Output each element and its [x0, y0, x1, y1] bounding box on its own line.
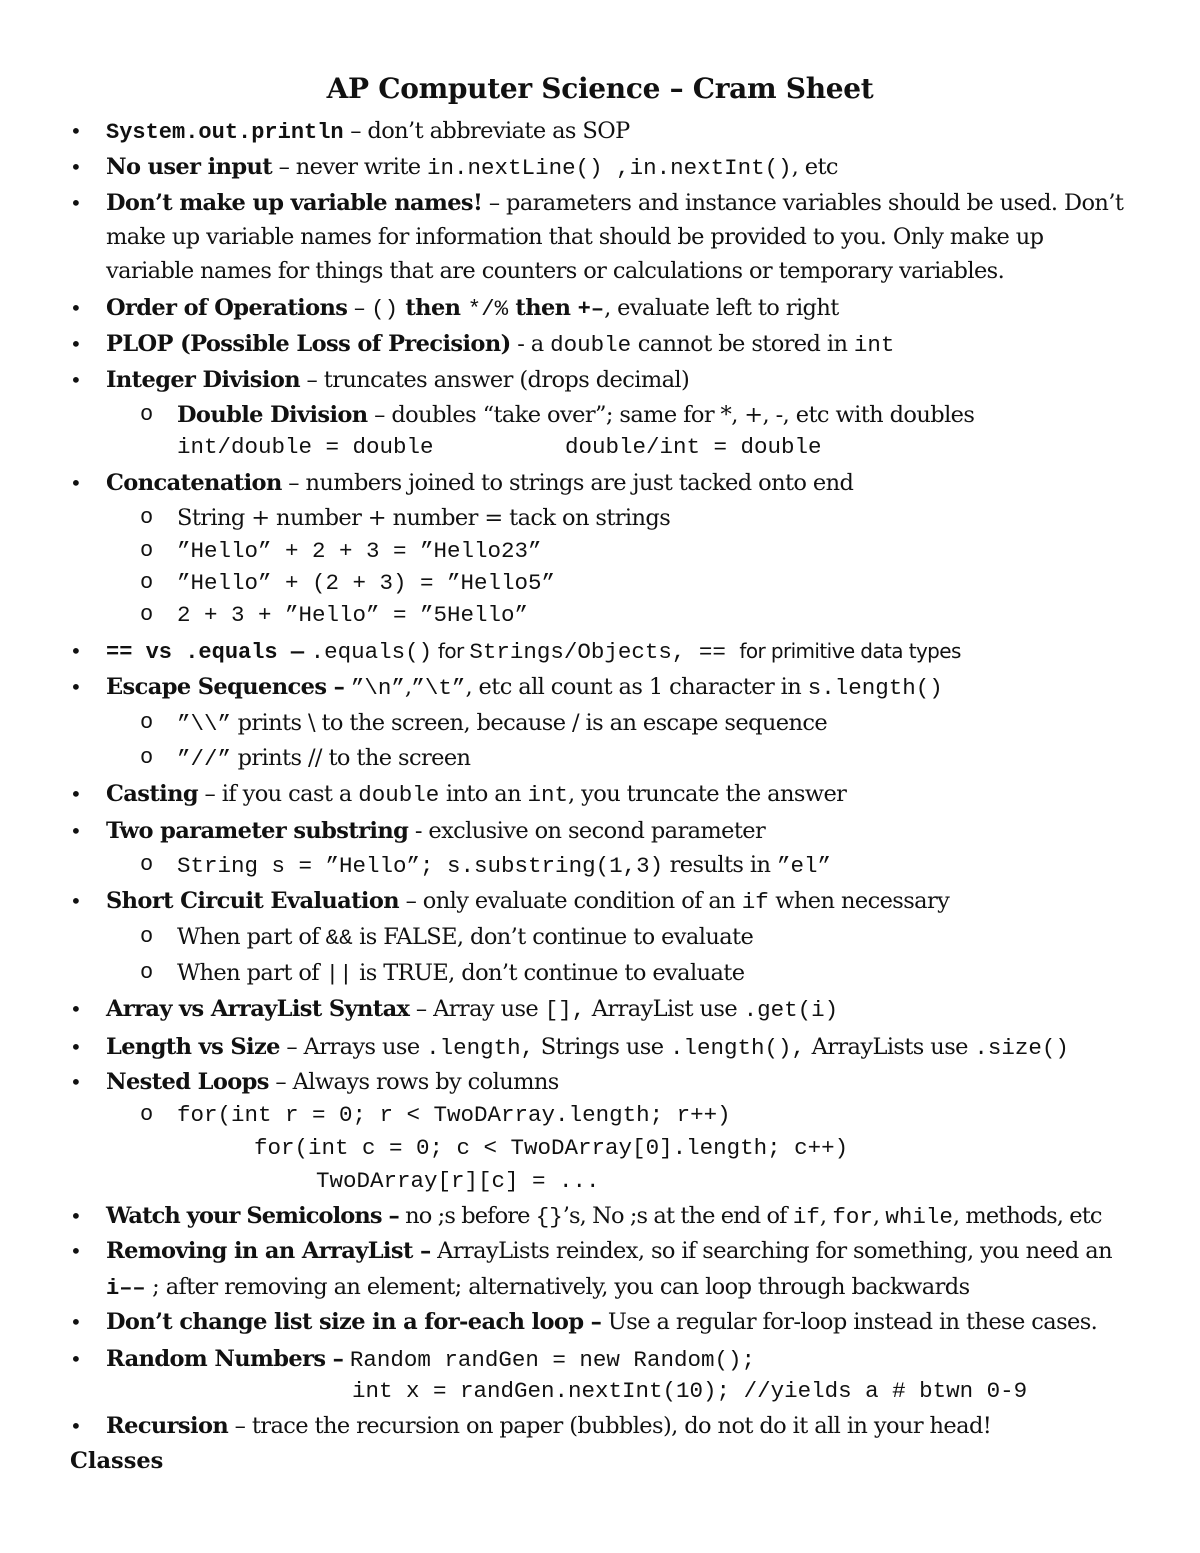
concat-sub4: 2 + 3 + ”Hello” = ”5Hello” — [177, 602, 529, 628]
order-code1: () — [371, 296, 399, 322]
nested-text: – Always rows by columns — [268, 1069, 559, 1095]
vars-text1: – parameters and instance variables should be used. Don’t — [482, 190, 1124, 216]
item-vars-line2: make up variable names for information that should be provided to you. Only make up — [106, 224, 1044, 250]
item-sop — [106, 114, 630, 150]
classes-heading: Classes — [70, 1448, 164, 1474]
item-vars-line1 — [106, 186, 1123, 220]
substring-sub-code2: ”el” — [776, 853, 831, 879]
removing-text2: ; after removing an element; alternatively, you can loop through backwards — [145, 1274, 970, 1300]
semicolons-text2: ’s, No ;s at the end of — [562, 1203, 793, 1229]
item-semicolons — [106, 1199, 1102, 1234]
item-shortcircuit — [106, 884, 949, 919]
casting-code2: int — [527, 782, 569, 808]
equals-text2: for primitive data types — [739, 639, 961, 663]
casting-text3: , you truncate the answer — [568, 781, 847, 807]
casting-text1: – if you cast a — [198, 781, 359, 807]
bullet: • — [70, 332, 82, 356]
doublediv-text: – doubles “take over”; same for *, +, -, etc with doubles — [367, 402, 975, 428]
lengthsize-text3: ArrayLists use — [805, 1034, 975, 1060]
shortcircuit-text1: – only evaluate condition of an — [399, 888, 742, 914]
nested-code1: for(int r = 0; r < TwoDArray.length; r++) — [177, 1102, 731, 1128]
doublediv-bold: Double Division — [177, 402, 368, 428]
shortcircuit-sub2-b: is TRUE, don’t continue to evaluate — [352, 960, 745, 986]
bullet: • — [70, 1070, 82, 1094]
item-plop — [106, 327, 894, 362]
bullet: • — [70, 1310, 82, 1334]
foreach-bold: Don’t change list size in a for-each loop – — [106, 1309, 602, 1335]
order-text3: then — [508, 295, 578, 321]
sop-text: – don’t abbreviate as SOP — [343, 118, 630, 144]
sub-bullet: o — [140, 402, 154, 427]
concat-sub1: String + number + number = tack on strings — [177, 505, 671, 531]
random-code2: int x = randGen.nextInt(10); //yields a # btwn 0-9 — [352, 1378, 1028, 1404]
arraysyntax-code2: .get(i) — [743, 997, 839, 1023]
page-title: AP Computer Science – Cram Sheet — [326, 72, 874, 105]
random-bold: Random Numbers – — [106, 1346, 344, 1372]
shortcircuit-sub2 — [177, 956, 744, 991]
bullet: • — [70, 1414, 82, 1438]
item-substring — [106, 814, 765, 848]
shortcircuit-text2: when necessary — [768, 888, 950, 914]
semicolons-code3: for — [832, 1204, 873, 1230]
intdiv-text: – truncates answer (drops decimal) — [300, 367, 690, 393]
sub-bullet: o — [140, 710, 154, 735]
intdiv-bold: Integer Division — [106, 367, 300, 393]
shortcircuit-sub2-code: || — [325, 961, 353, 987]
concat-text: – numbers joined to strings are just tacked onto end — [281, 470, 854, 496]
order-text1: – — [347, 295, 372, 321]
shortcircuit-sub1-b: is FALSE, don’t continue to evaluate — [352, 924, 754, 950]
item-equals — [106, 634, 961, 670]
sub-bullet: o — [140, 924, 154, 949]
bullet: • — [70, 1035, 82, 1059]
semicolons-sep2: , — [872, 1203, 886, 1229]
concat-sub3: ”Hello” + (2 + 3) = ”Hello5” — [177, 570, 556, 596]
item-order — [106, 291, 839, 327]
semicolons-sep1: , — [819, 1203, 833, 1229]
sub-bullet: o — [140, 602, 154, 627]
recursion-bold: Recursion — [106, 1413, 229, 1439]
substring-sub — [177, 848, 831, 883]
escape-text1: , etc all count as 1 character in — [465, 674, 808, 700]
item-intdiv — [106, 363, 689, 397]
equals-code3: == — [685, 639, 740, 665]
plop-bold: PLOP (Possible Loss of Precision) — [106, 331, 511, 357]
recursion-text: – trace the recursion on paper (bubbles), do not do it all in your head! — [228, 1413, 992, 1439]
order-code3: +– — [577, 297, 605, 322]
plop-text2: cannot be stored in — [631, 331, 854, 357]
arraysyntax-bold: Array vs ArrayList Syntax — [106, 996, 410, 1022]
escape-sub2-text: prints // to the screen — [231, 745, 471, 771]
lengthsize-code2: .length(), — [670, 1035, 806, 1061]
bullet: • — [70, 1239, 82, 1263]
bullet: • — [70, 639, 82, 663]
item-nested — [106, 1065, 559, 1099]
input-bold: No user input — [106, 154, 273, 180]
input-code2: in.nextInt() — [629, 155, 792, 181]
nested-code3: TwoDArray[r][c] = ... — [316, 1168, 600, 1194]
sub-bullet: o — [140, 538, 154, 563]
semicolons-text1: no ;s before — [398, 1203, 536, 1229]
shortcircuit-bold: Short Circuit Evaluation — [106, 888, 400, 914]
escape-sub1-code: ”\\” — [177, 711, 232, 737]
input-text: – never write — [272, 154, 428, 180]
semicolons-text3: , methods, etc — [952, 1203, 1102, 1229]
order-text4: , evaluate left to right — [604, 295, 839, 321]
bullet: • — [70, 191, 82, 215]
casting-code1: double — [358, 782, 440, 808]
concat-bold: Concatenation — [106, 470, 282, 496]
order-code2: */% — [467, 296, 509, 322]
escape-code3: s.length() — [807, 675, 943, 701]
semicolons-code1: {} — [535, 1204, 563, 1230]
shortcircuit-sub1-a: When part of — [177, 924, 326, 950]
nested-code2: for(int c = 0; c < TwoDArray[0].length; c++) — [254, 1135, 849, 1161]
sub-bullet: o — [140, 960, 154, 985]
escape-sub2-code: ”//” — [177, 746, 232, 772]
lengthsize-code3: .size() — [974, 1035, 1069, 1061]
item-random — [106, 1342, 755, 1377]
bullet: • — [70, 368, 82, 392]
bullet: • — [70, 119, 82, 143]
bullet: • — [70, 1347, 82, 1371]
bullet: • — [70, 471, 82, 495]
equals-bold: == vs .equals — — [106, 640, 305, 665]
escape-bold: Escape Sequences – — [106, 674, 345, 700]
item-user-input — [106, 150, 838, 185]
lengthsize-code1: .length, — [426, 1035, 535, 1061]
equals-text1: for — [432, 639, 470, 663]
item-escape — [106, 670, 943, 705]
escape-sub1-text: prints \ to the screen, because / is an escape sequence — [231, 710, 828, 736]
item-foreach — [106, 1305, 1097, 1339]
arraysyntax-code1: [], — [544, 997, 586, 1023]
doublediv-code-a: int/double = double — [177, 434, 434, 460]
substring-sub-code1: String s = ”Hello”; s.substring(1,3) — [177, 853, 664, 879]
item-removing-line2 — [106, 1270, 970, 1306]
vars-bold: Don’t make up variable names! — [106, 190, 483, 216]
shortcircuit-sub1-code: && — [325, 925, 353, 951]
bullet: • — [70, 296, 82, 320]
casting-text2: into an — [439, 781, 528, 807]
substring-sub-text: results in — [663, 852, 777, 878]
order-text2: then — [398, 295, 468, 321]
bullet: • — [70, 889, 82, 913]
sub-bullet: o — [140, 1102, 154, 1127]
item-doublediv — [177, 398, 974, 432]
item-lengthsize — [106, 1030, 1069, 1065]
escape-sep: , — [404, 674, 412, 700]
sub-bullet: o — [140, 745, 154, 770]
bullet: • — [70, 819, 82, 843]
input-sep: , — [602, 155, 630, 181]
substring-bold: Two parameter substring — [106, 818, 409, 844]
nested-bold: Nested Loops — [106, 1069, 269, 1095]
bullet: • — [70, 1204, 82, 1228]
arraysyntax-text2: ArrayList use — [585, 996, 744, 1022]
equals-code2: Strings/Objects, — [469, 639, 686, 665]
lengthsize-bold: Length vs Size — [106, 1034, 280, 1060]
item-concat — [106, 466, 853, 500]
escape-code1: ”\n” — [350, 675, 405, 701]
arraysyntax-text1: – Array use — [409, 996, 545, 1022]
removing-bold: Removing in an ArrayList – — [106, 1238, 431, 1264]
plop-code1: double — [550, 332, 632, 358]
semicolons-code4: while — [885, 1204, 953, 1230]
removing-code1: i–– — [106, 1276, 146, 1301]
escape-code2: ”\t” — [411, 675, 466, 701]
equals-code1: .equals() — [310, 639, 433, 665]
casting-bold: Casting — [106, 781, 198, 807]
doublediv-code-b: double/int = double — [565, 434, 822, 460]
lengthsize-text1: – Arrays use — [279, 1034, 427, 1060]
item-arraysyntax — [106, 992, 838, 1027]
shortcircuit-sub1 — [177, 920, 753, 955]
input-tail: , etc — [791, 154, 838, 180]
sub-bullet: o — [140, 570, 154, 595]
foreach-text: Use a regular for-loop instead in these cases. — [601, 1309, 1098, 1335]
bullet: • — [70, 782, 82, 806]
bullet: • — [70, 997, 82, 1021]
semicolons-bold: Watch your Semicolons – — [106, 1203, 399, 1229]
sop-code: System.out.println — [106, 120, 344, 145]
semicolons-code2: if — [792, 1204, 820, 1230]
item-vars-line3: variable names for things that are counters or calculations or temporary variables. — [106, 258, 1005, 284]
substring-text: - exclusive on second parameter — [408, 818, 766, 844]
shortcircuit-code1: if — [741, 889, 769, 915]
input-code1: in.nextLine() — [427, 155, 603, 181]
item-removing-line1 — [106, 1234, 1112, 1268]
lengthsize-text2: Strings use — [534, 1034, 671, 1060]
plop-code2: int — [853, 332, 895, 358]
escape-sub1 — [177, 706, 827, 741]
removing-text1: ArrayLists reindex, so if searching for something, you need an — [430, 1238, 1112, 1264]
order-bold: Order of Operations — [106, 295, 348, 321]
item-recursion — [106, 1409, 991, 1443]
plop-text1: - a — [510, 331, 551, 357]
sub-bullet: o — [140, 505, 154, 530]
concat-sub2: ”Hello” + 2 + 3 = ”Hello23” — [177, 538, 542, 564]
escape-sub2 — [177, 741, 470, 776]
bullet: • — [70, 675, 82, 699]
bullet: • — [70, 155, 82, 179]
item-casting — [106, 777, 846, 812]
random-code1: Random randGen = new Random(); — [349, 1347, 755, 1373]
shortcircuit-sub2-a: When part of — [177, 960, 326, 986]
sub-bullet: o — [140, 852, 154, 877]
